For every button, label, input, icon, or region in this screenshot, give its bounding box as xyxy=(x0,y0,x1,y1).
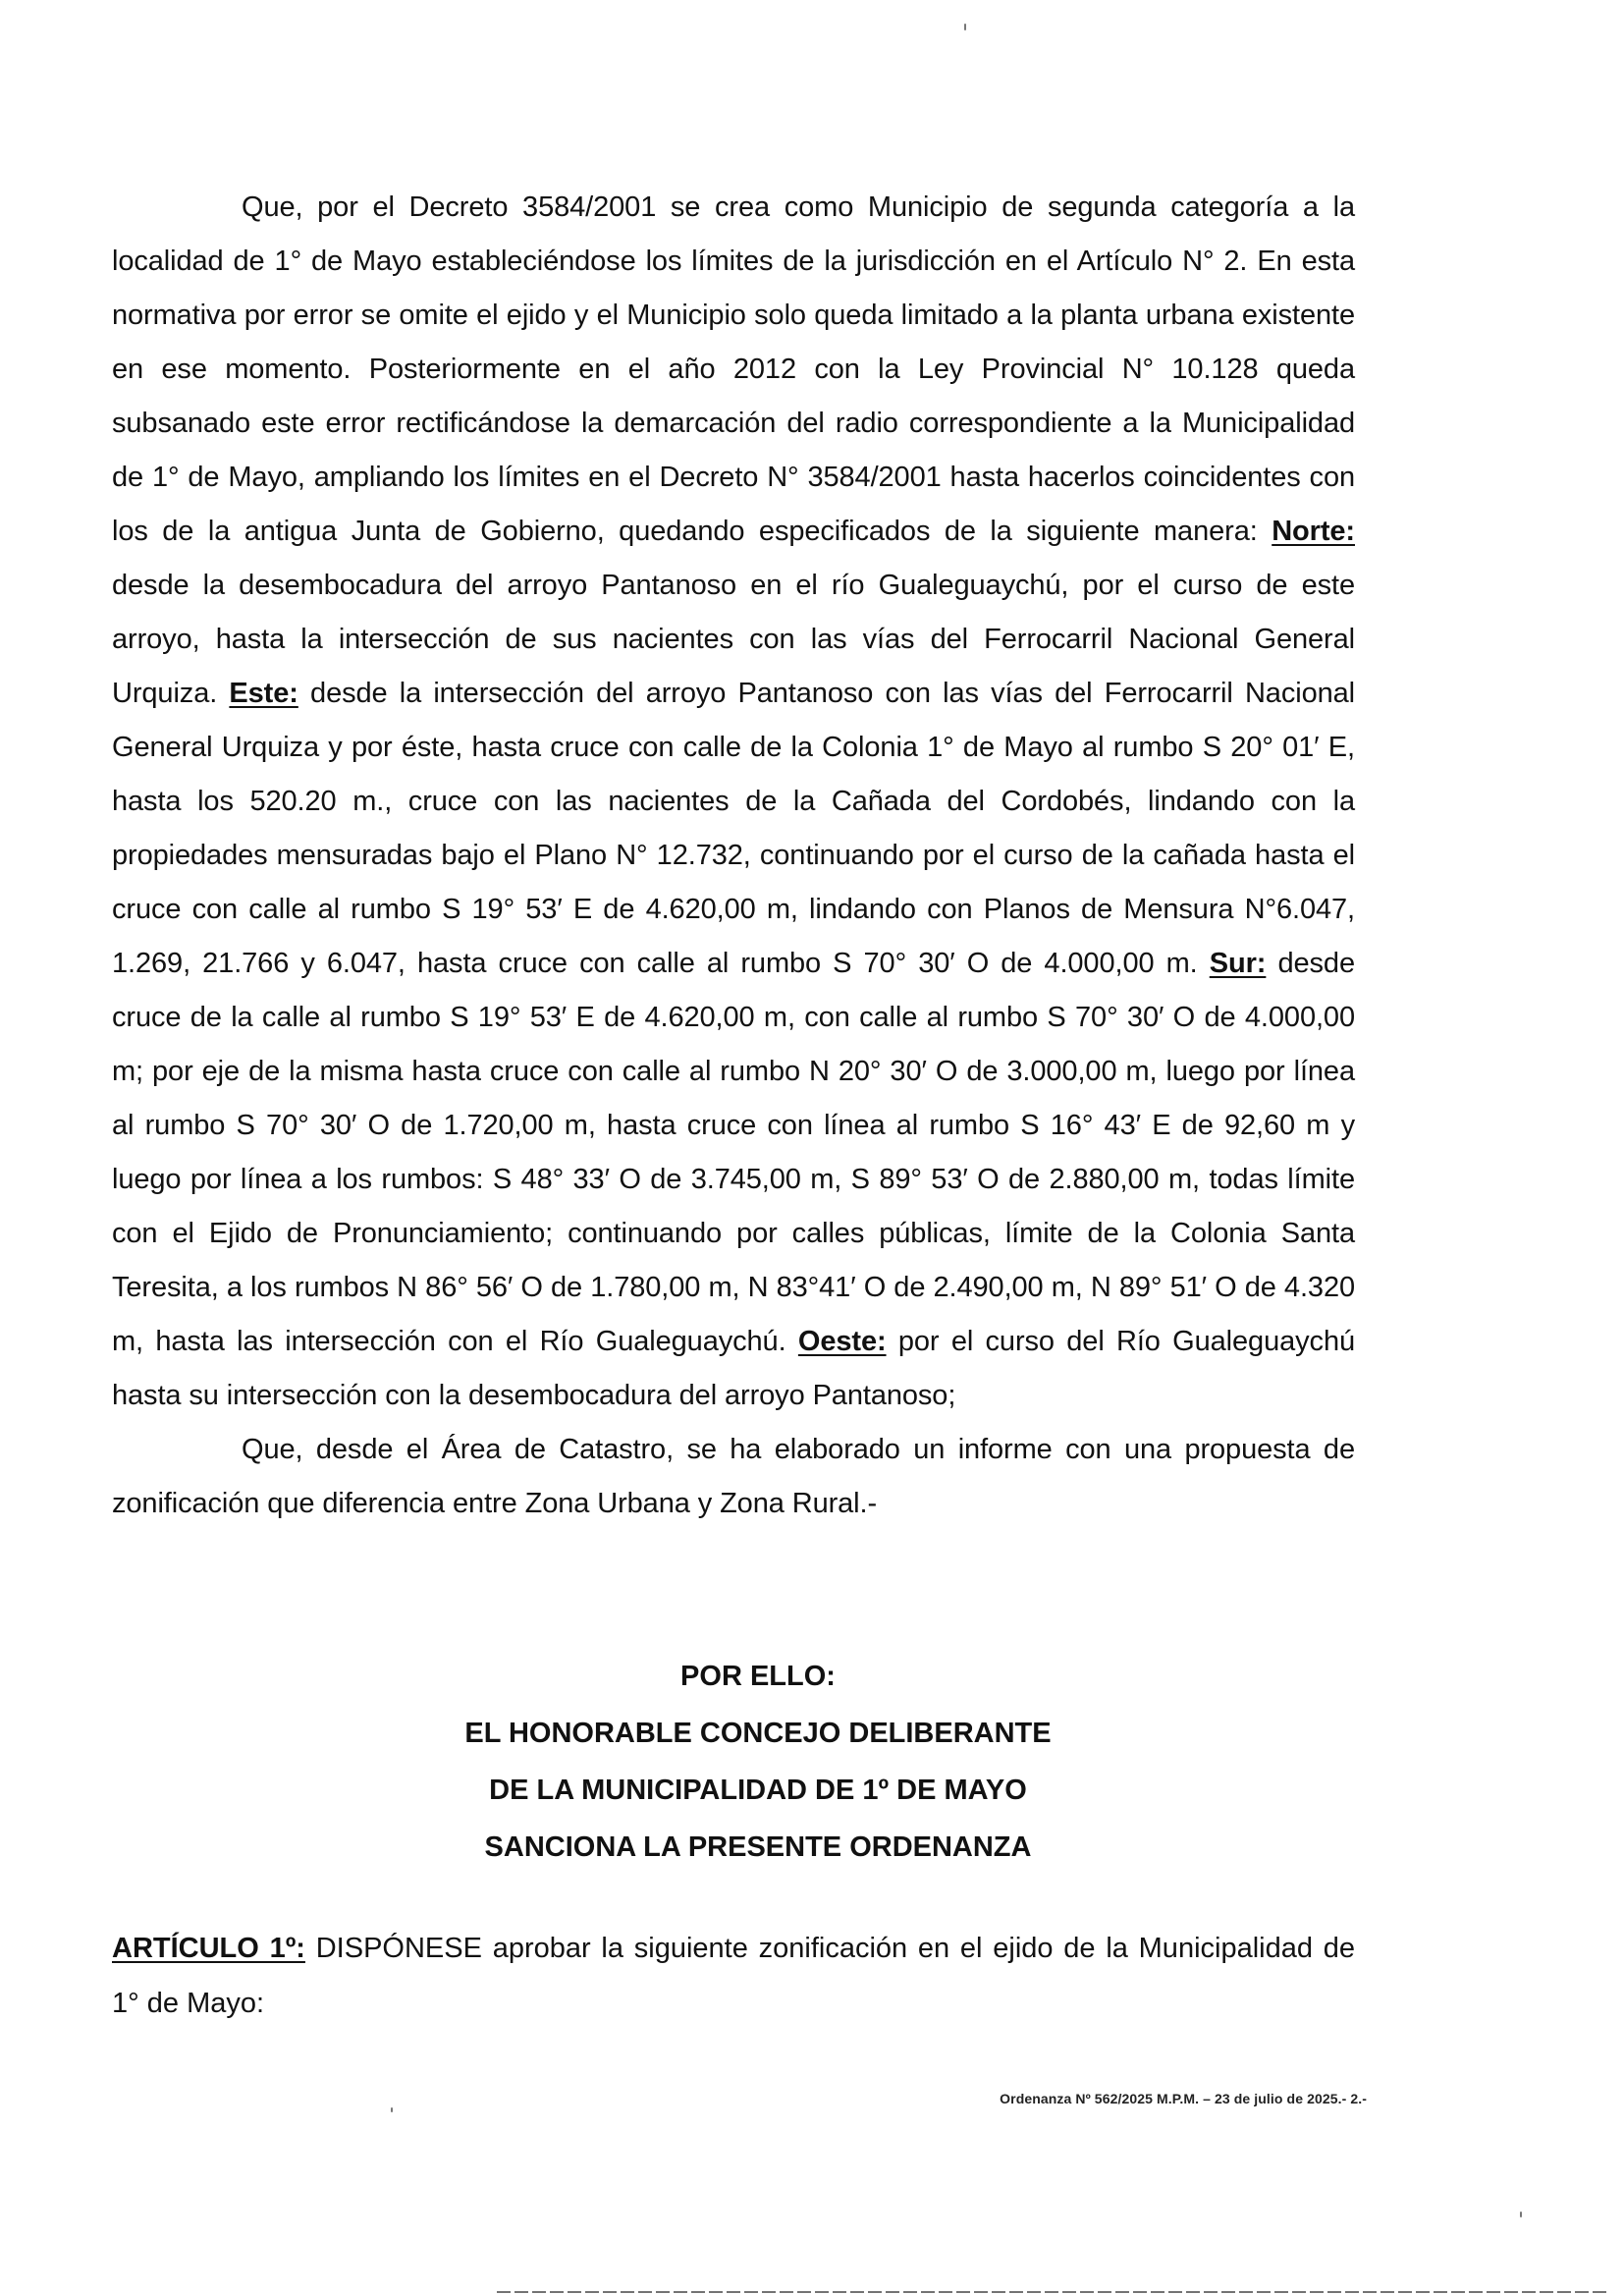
sur-label: Sur: xyxy=(1209,948,1267,979)
considerando-catastro-paragraph: Que, desde el Área de Catastro, se ha elaborado un informe con una propuesta de zonificación que diferencia entre Zona Urbana y Zona Rural.- xyxy=(112,1434,1355,1519)
norte-label: Norte: xyxy=(1272,516,1355,547)
article-1 xyxy=(112,1921,1355,2031)
oeste-label: Oeste: xyxy=(797,1326,887,1357)
bottom-scan-edge xyxy=(497,2291,1606,2293)
heading-sanciona: SANCIONA LA PRESENTE ORDENANZA xyxy=(484,1831,1032,1863)
article-1-title: ARTÍCULO 1º: xyxy=(112,1933,305,1964)
paragraph-intro-text: Que, por el Decreto 3584/2001 se crea como Municipio de segunda categoría a la localidad de 1° de Mayo estableciéndose los límites de la jurisdicción en el Artículo N° 2. En esta normativa por error se omite el ejido y el Municipio solo queda limitado a la planta urbana existente en ese momento. Posteriormente en el año 2012 con la Ley Provincial N° 10.128 queda subsanado este error rectificándose la demarcación del radio correspondiente a la Municipalidad de 1° de Mayo, ampliando los límites en el Decreto N° 3584/2001 hasta hacerlos coincidentes con los de la antigua Junta de Gobierno, quedando especificados de la siguiente manera: xyxy=(112,191,1355,547)
heading-municipalidad: DE LA MUNICIPALIDAD DE 1º DE MAYO xyxy=(489,1775,1027,1806)
article-1-text: DISPÓNESE aprobar la siguiente zonificación en el ejido de la Municipalidad de 1° de Mayo: xyxy=(112,1933,1356,2019)
scan-speck-top xyxy=(964,24,966,30)
heading-concejo: EL HONORABLE CONCEJO DELIBERANTE xyxy=(464,1718,1052,1749)
resolution-heading xyxy=(0,1648,1624,1876)
scan-speck-right xyxy=(1520,2212,1522,2217)
considerando-jurisdiccion-paragraph xyxy=(112,181,1355,1423)
page-footer: Ordenanza Nº 562/2025 M.P.M. – 23 de julio de 2025.- 2.- xyxy=(1000,2091,1367,2106)
norte-text: desde la desembocadura del arroyo Pantanoso en el río Gualeguaychú, por el curso de este arroyo, hasta la intersección de sus nacientes con las vías del Ferrocarril Nacional General Urquiza. xyxy=(112,570,1355,709)
este-text: desde la intersección del arroyo Pantanoso con las vías del Ferrocarril Nacional General Urquiza y por éste, hasta cruce con calle de la Colonia 1° de Mayo al rumbo S 20° 01′ E, hasta los 520.20 m., cruce con las nacientes de la Cañada del Cordobés, lindando con la propiedades mensuradas bajo el Plano N° 12.732, continuando por el curso de la cañada hasta el cruce con calle al rumbo S 19° 53′ E de 4.620,00 m, lindando con Planos de Mensura N°6.047, 1.269, 21.766 y 6.047, hasta cruce con calle al rumbo S 70° 30′ O de 4.000,00 m. xyxy=(112,678,1355,979)
scan-speck-middle xyxy=(391,2107,393,2112)
oeste-text: por el curso del Río Gualeguaychú hasta su intersección con la desembocadura del arroyo Pantanoso; xyxy=(112,1326,1355,1411)
heading-por-ello: POR ELLO: xyxy=(680,1661,836,1692)
este-label: Este: xyxy=(229,678,298,709)
document-body xyxy=(112,181,1355,1531)
sur-text: desde cruce de la calle al rumbo S 19° 53′ E de 4.620,00 m, con calle al rumbo S 70° 30′ O de 4.000,00 m; por eje de la misma hasta cruce con calle al rumbo N 20° 30′ O de 3.000,00 m, luego por línea al rumbo S 70° 30′ O de 1.720,00 m, hasta cruce con línea al rumbo S 16° 43′ E de 92,60 m y luego por línea a los rumbos: S 48° 33′ O de 3.745,00 m, S 89° 53′ O de 2.880,00 m, todas límite con el Ejido de Pronunciamiento; continuando por calles públicas, límite de la Colonia Santa Teresita, a los rumbos N 86° 56′ O de 1.780,00 m, N 83°41′ O de 2.490,00 m, N 89° 51′ O de 4.320 m, hasta las intersección con el Río Gualeguaychú. xyxy=(112,948,1355,1357)
